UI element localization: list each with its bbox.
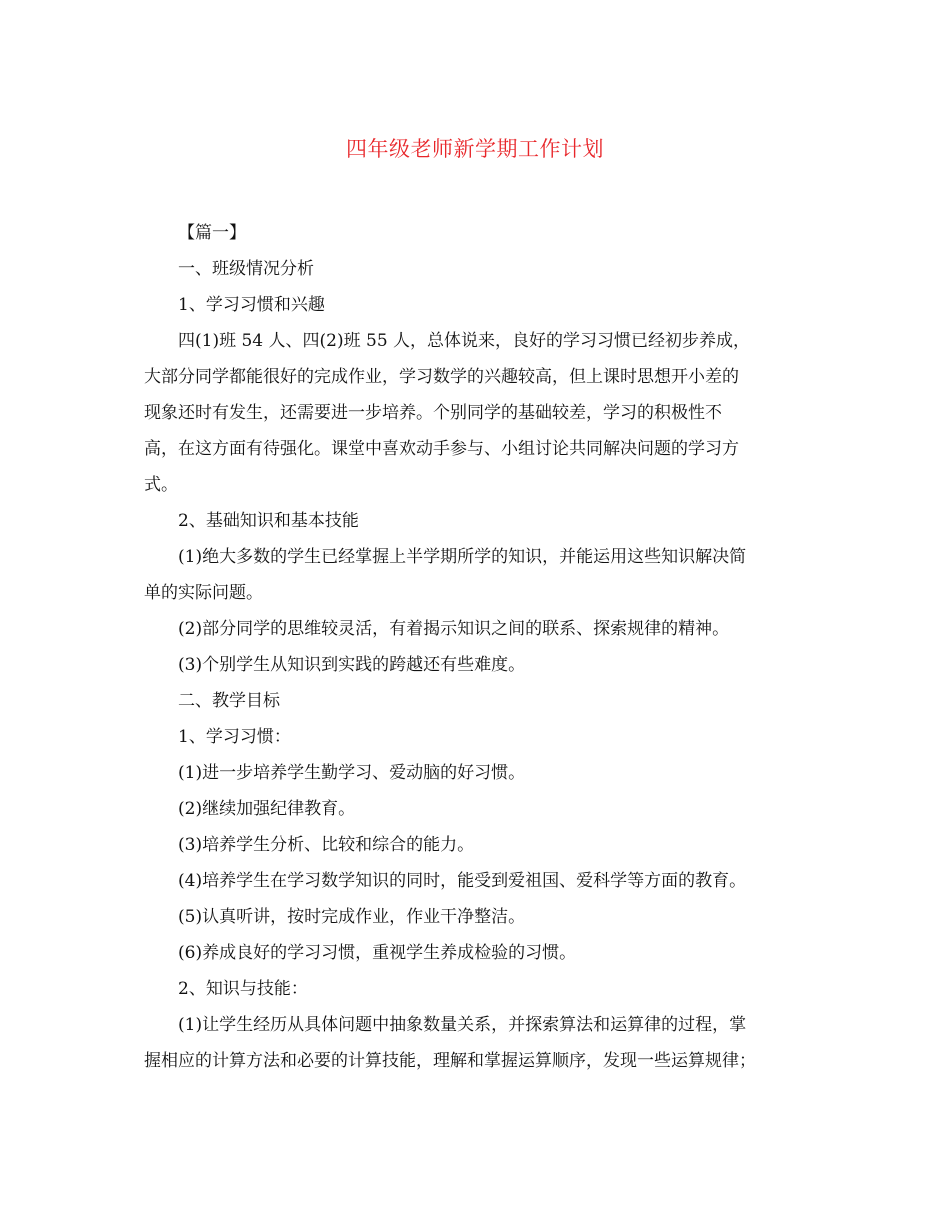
- paragraph-line: (2)部分同学的思维较灵活，有着揭示知识之间的联系、探索规律的精神。: [178, 619, 730, 639]
- document-body: [144, 215, 808, 1079]
- subheading-knowledge-skills: 2、知识与技能：: [178, 979, 308, 999]
- paragraph-line: (1)绝大多数的学生已经掌握上半学期所学的知识，并能运用这些知识解决简: [178, 547, 747, 567]
- document-title: 四年级老师新学期工作计划: [346, 137, 604, 161]
- list-item: (4)培养学生在学习数学知识的同时，能受到爱祖国、爱科学等方面的教育。: [178, 871, 747, 891]
- subheading-study-habits: 1、学习习惯：: [178, 727, 291, 747]
- subheading-habits-interest: 1、学习习惯和兴趣: [178, 295, 325, 315]
- heading-class-analysis: 一、班级情况分析: [178, 259, 314, 279]
- paragraph-line: 四(1)班 54 人、四(2)班 55 人，总体说来，良好的学习习惯已经初步养成，: [178, 331, 751, 351]
- paragraph-line: 大部分同学都能很好的完成作业，学习数学的兴趣较高，但上课时思想开小差的: [144, 367, 739, 387]
- paragraph-line: (3)个别学生从知识到实践的跨越还有些难度。: [178, 655, 526, 675]
- list-item: (5)认真听讲，按时完成作业，作业干净整洁。: [178, 907, 526, 927]
- subheading-basic-skills: 2、基础知识和基本技能: [178, 511, 359, 531]
- list-item: (2)继续加强纪律教育。: [178, 799, 356, 819]
- paragraph-line: 单的实际问题。: [144, 583, 263, 603]
- paragraph-line: 现象还时有发生，还需要进一步培养。个别同学的基础较差，学习的积极性不: [144, 403, 722, 423]
- list-item: (1)进一步培养学生勤学习、爱动脑的好习惯。: [178, 763, 526, 783]
- paragraph-line: 式。: [144, 475, 178, 495]
- paragraph-line: 高，在这方面有待强化。课堂中喜欢动手参与、小组讨论共同解决问题的学习方: [144, 439, 739, 459]
- paragraph-line: 握相应的计算方法和必要的计算技能，理解和掌握运算顺序，发现一些运算规律；: [144, 1051, 756, 1071]
- list-item: (3)培养学生分析、比较和综合的能力。: [178, 835, 475, 855]
- section-label: 【篇一】: [178, 223, 246, 243]
- paragraph-line: (1)让学生经历从具体问题中抽象数量关系，并探索算法和运算律的过程，掌: [178, 1015, 747, 1035]
- list-item: (6)养成良好的学习习惯，重视学生养成检验的习惯。: [178, 943, 577, 963]
- heading-teaching-goals: 二、教学目标: [178, 691, 280, 711]
